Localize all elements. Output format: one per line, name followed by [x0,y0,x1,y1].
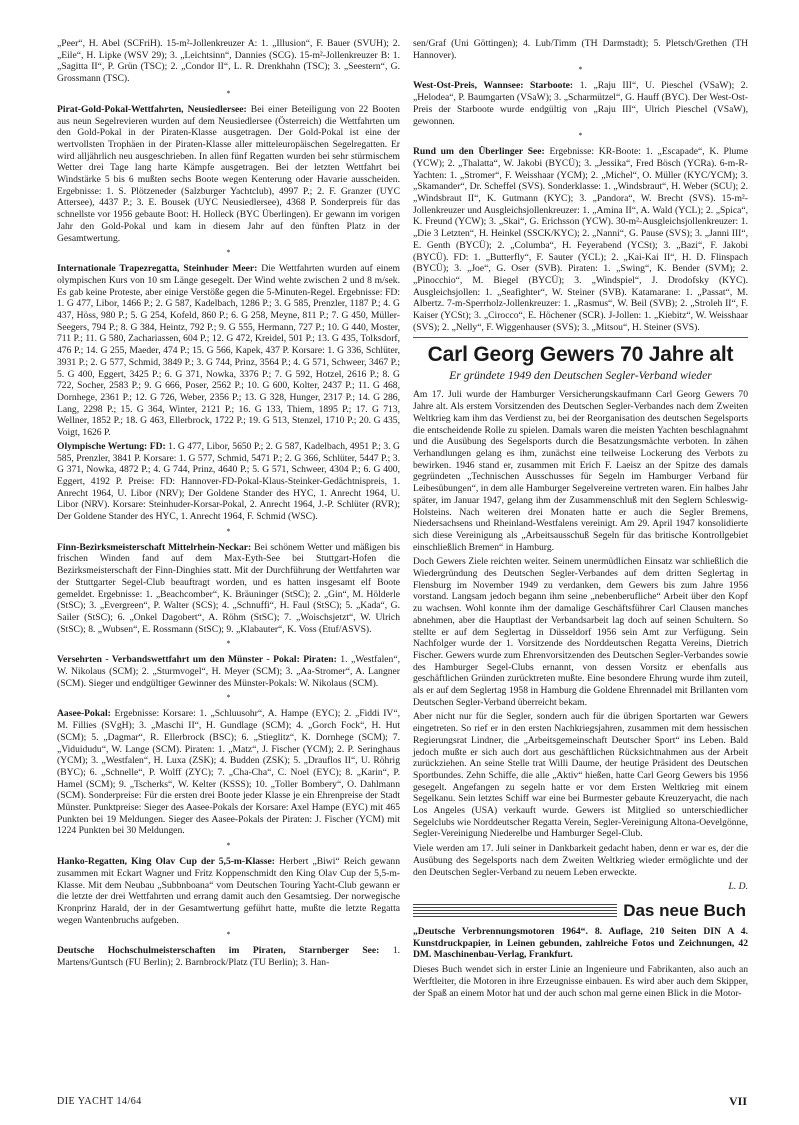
divider [413,337,748,338]
book-section-title: Das neue Buch [617,901,748,921]
separator-star: * [578,65,583,75]
left-column [57,38,400,971]
regatta-result: Finn-Bezirksmeisterschaft Mittelrhein-Neckar: Bei schönem Wetter und mäßigen bis frischen Winden fand auf dem Max-Eyth-See bei Stuttgart-Hofen die Bezirksmeisterschaft der Finn-Dinghies statt. Mit der Durchführung der Wettfahrten war der Stuttgarter Segel-Club beauftragt worden, und es hatten insgesamt elf Boote gemeldet. Ergebnisse: 1. „Beachcomber“, K. Bräuninger (StSC); 2. „Gin“, M. Hölderle (StSC); 3. „Evergreen“, P. Walter (SCS); 4. „Schnuffi“, H. Faul (StSC); 5. „Kada“, G. Sailer (StSC); 6. „Onkel Dagobert“, A. Röhm (StSC); 7. „Woischsjetzt“, W. Ulrich (StSC); 8. „Wubsen“, E. Rossmann (StSC); 9. „Klabauter“, K. Voss (Etuf/ASVS). [57,541,400,635]
separator-star: * [226,88,231,98]
separator-star: * [226,639,231,649]
regatta-result: „Peer“, H. Abel (SCFriH). 15-m²-Jollenkreuzer A: 1. „Illusion“, F. Bauer (SVUH); 2. „Eile“, H. Lipke (WSV 29); 3. „Leichtsinn“, Dannies (SCG). 15-m²-Jollenkreuzer B: 1. „Sagitta II“, P. Grün (TSC); 2. „Condor II“, L. R. Drenkhahn (TSC); 3. „Seestern“, G. Grossmann (TSC). [57,38,400,85]
article-paragraph: Doch Gewers Ziele reichten weiter. Seinem unermüdlichen Einsatz war schließlich die Wiedergründung des Deutschen Segler-Verbandes auf dem dritten Seglertag in Flensburg im November 1949 zu verdanken, dem Gewers bis zum Jahre 1956 vorstand. Langsam jedoch begann ihm seine „nebenberufliche“ Arbeit über den Kopf zu wachsen. Wohl konnte ihm der damalige Geschäftsführer Carl Clausen manches abnehmen, aber die Hauptlast der Verbandsarbeit lag doch auf seinen Schultern. So stellte er auf dem Seglertag in Düsseldorf 1956 sein Amt zur Verfügung. Sein Nachfolger wurde der 1. Vorsitzende des Norddeutschen Regatta Vereins, Dietrich Fischer. Gewers wurde zum Ehrenvorsitzenden des Deutschen Segler-Verbandes sowie des Hamburger Segel-Clubs ernannt, von dessen Vorsitz er ebenfalls aus geschäftlichen Gründen zurücktreten mußte. Eine besondere Ehrung wurde ihm zuteil, als er auf dem Seglertag 1958 in Hamburg die Goldene Ehrennadel mit Brillanten vom Deutschen Segler-Verband überreicht bekam. [413,556,748,708]
article-paragraph: Aber nicht nur für die Segler, sondern auch für die übrigen Sportarten war Gewers eingetreten. So rief er in den ersten Nachkriegsjahren, zusammen mit dem hessischen Regierungsrat Lindner, die „Arbeitsgemeinschaft Deutscher Sport“ ins Leben. Bald jedoch mußte er sich auch dort aus geschäftlichen Rücksichtnahmen aus der Arbeit zurückziehen. An seine Stelle trat Willi Daume, der heutige Präsident des Deutschen Sportbundes. Zehn Schiffe, die alle „Aktiv“ hießen, hatte Carl Georg Gewers bis 1956 gesegelt. Angefangen zu segeln hatte er vor dem Ersten Weltkrieg mit einem Segelkanu. Sein letztes Schiff war eine bei Burmester gebaute Kreuzeryacht, die nach Los Angeles (USA) verkauft wurde. Gewers ist Mitglied so unterschiedlicher Segelclubs wie Norddeutscher Regatta Verein, Segler-Vereinigung Altona-Oevelgönne, Segler-Vereinigung Niederelbe und Hamburger Segel-Club. [413,711,748,840]
gewers-article [413,342,748,893]
book-text: Dieses Buch wendet sich in erster Linie an Ingenieure und Fabrikanten, also auch an Werftleiter, die Motoren in ihre Erzeugnisse einbauen. Es wird aber auch dem Skipper, der Spaß an einem Motor hat und der auch schon mal gerne einen Blick in die Motor- [413,964,748,999]
regatta-result: Olympische Wertung: FD: 1. G 477, Libor, 5650 P.; 2. G 587, Kadelbach, 4951 P.; 3. G 585, Prenzler, 3841 P. Korsare: 1. G 577, Schmid, 5471 P.; 2. G 366, Schlüter, 5447 P.; 3. G 371, Nowka, 4872 P.; 4. G 744, Prinz, 4640 P.; 5. G 571, Schweer, 4304 P.; 6. G 400, Eggert, 4192 P. Preise: FD: Hannover-FD-Pokal-Klaus-Steinker-Gedächtnispreis, 1. Anrecht 1964, U. Libor (NRV); Der Goldene Stander des HYC, 1. Anrecht 1964, U. Libor (NRV). Korsare: Steinhuder-Korsar-Pokal, 2. Anrecht 1964, J.-P. Schlüter (RVR); Der Goldene Stander des HYC, 1. Anrecht 1964, F. Schmid (WSC). [57,440,400,523]
separator-star: * [226,930,231,940]
separator-star: * [226,841,231,851]
article-author: L. D. [728,881,748,893]
book-section-heading [413,901,748,921]
regatta-result: Internationale Trapezregatta, Steinhuder Meer: Die Wettfahrten wurden auf einem olympischen Kurs von 10 sm Länge gesegelt. Der Wind wehte zwischen 2 und 8 m/sek. Es gab keine Proteste, aber einige Verstöße gegen die 5-Minuten-Regel. Ergebnisse: FD: 1. G 477, Libor, 1466 P.; 2. G 587, Kadelbach, 1286 P.; 3. G 585, Prenzler, 1187 P.; 4. G 437, Höss, 980 P.; 5. G 254, Kofeld, 860 P.; 6. G 258, Meyne, 811 P.; 7. G 450, Müller-Seegers, 794 P.; 8. G 384, Heintz, 792 P.; 9. G 555, Hermann, 727 P.; 10. G 440, Moster, 711 P.; 11. G 580, Zachariassen, 604 P.; 12. G 472, Kreidel, 501 P.; 13. G 435, Tolksdorf, 476 P.; 14. G 255, Maeder, 474 P.; 15. G 566, Kapek, 437 P. Korsare: 1. G 336, Schlüter, 3931 P.; 2. G 577, Schmid, 3849 P.; 3. G 744, Prinz, 3564 P.; 4. G 571, Schweer, 3467 P.; 5. G 400, Eggert, 3425 P.; 6. G 371, Nowka, 3376 P.; 7. G 592, Hotzel, 2616 P.; 8. G 722, Socher, 2583 P.; 9. G 666, Poser, 2562 P.; 10. G 600, Kolter, 2437 P.; 11. G 468, Dornhege, 2361 P.; 12. G 726, Weber, 2356 P.; 13. G 328, Hunger, 2317 P.; 14. G 286, Lang, 2298 P.; 15. G 364, Winter, 2121 P.; 16. G 133, Thiem, 1895 P.; 17. G 713, Wellner, 1852 P.; 18. G 463, Ellerbrock, 1722 P.; 19. G 513, Stenzel, 1710 P.; 20. G 435, Voigt, 1626 P. [57,263,400,439]
separator-star: * [226,248,231,258]
footer-magazine-issue: DIE YACHT 14/64 [57,1096,142,1107]
separator-star: * [226,526,231,536]
regatta-result: Deutsche Hochschulmeisterschaften im Piraten, Starnberger See: 1. Martens/Guntsch (FU Berlin); 2. Barnbrock/Platz (TU Berlin); 3. Han- [57,945,401,969]
book-review [413,926,748,999]
regatta-result: West-Ost-Preis, Wannsee: Starboote: 1. „Raju III“, U. Pieschel (VSaW); 2. „Helodea“, P. Baumgarten (VSaW); 3. „Scharmützel“, G. Hauff (BYC). Der West-Ost-Preis der Starboote wurde endgültig von „Raju III“, Ulrich Pieschel (VSaW), gewonnen. [413,80,748,127]
regatta-result: sen/Graf (Uni Göttingen); 4. Lub/Timm (TH Darmstadt); 5. Pletsch/Grethen (TH Hannover). [413,38,748,61]
book-reference: „Deutsche Verbrennungsmotoren 1964“. 8. Auflage, 210 Seiten DIN A 4. Kunstdruckpapier, in Leinen gebunden, zahlreiche Fotos und Zeichnungen, 42 DM. Maschinenbau-Verlag, Frankfurt. [413,926,748,961]
article-paragraph: Am 17. Juli wurde der Hamburger Versicherungskaufmann Carl Georg Gewers 70 Jahre alt. Als erstem Vorsitzenden des Deutschen Segler-Verbandes nach dem Zweiten Weltkrieg kam ihm das Verdienst zu, bei der Reorganisation des deutschen Segelsports die entscheidende Rolle zu spielen. Damals waren die meisten Yachten beschlagnahmt und die Ausübung des Segelsports durch die Besatzungsmächte verboten. In zähen Verhandlungen gelang es ihm, zunächst eine teilweise Lockerung des Verbots zu bewirken. 1946 stand er, zusammen mit Erich F. Laeisz an der Spitze des damals gegründeten „Technischen Ausschusses für Segeln im Hamburger Verband für Leibesübungen“, in dem alle Hamburger Segelvereine vertreten waren. Ein halbes Jahr später, im Januar 1947, gelang ihm der Zusammenschluß mit den Seglern Schleswig-Holsteins. Nach weiteren drei Monaten hatte er auch die Segler Bremens, Niedersachsens und Rheinland-Westfalens vereinigt. Am 29. April 1947 konsolidierte sich diese Vereinigung als „Arbeitsausschuß Segeln für das britische Kontrollgebiet einschließlich Bremen“ in Hamburg. [413,389,748,553]
regatta-result: Rund um den Überlinger See: Ergebnisse: KR-Boote: 1. „Escapade“, K. Plume (YCW); 2. „Thalatta“, W. Jakobi (BYCÜ); 3. „Jessika“, Fred Bösch (YCRa). 6-m-R-Yachten: 1. „Stromer“, F. Weisshaar (YCM); 2. „Michel“, O. Müller (KYC/YCM); 3. „Skamander“, Dr. Scheffel (SVS). Sonderklasse: 1. „Windsbraut“, H. Weber (SCU); 2. „Windsbraut II“, K. Gutmann (KYC); 3. „Pandora“, W. Brecht (SVS). 15-m²-Jollenkreuzer und Ausgleichsjollenkreuzer: 1. „Amina II“, A. Wald (YCL); 2. „Spica“, K. Freund (YCW); 3. „Skai“, G. Erichsson (YCW). 30-m²-Ausgleichsjollenkreuzer: 1. „Die 3 Letzten“, H. Heinkel (SSCK/KYC); 2. „Nanni“, G. Pause (SVS); 3. „Janni III“, E. Genth (BYCÜ); 2. „Columba“, H. Feyerabend (YCSt); 3. „Bazi“, F. Jakobi (BYCÜ). FD: 1. „Butterfly“, F. Sauter (YCL); 2. „Kai-Kai II“, H. D. Flinspach (BYCÜ); 3. „Joe“, G. Oser (SVB). Piraten: 1. „Swing“, K. Bender (SVM); 2. „Pinocchio“, M. Biegel (BYCÜ); 3. „Windspiel“, J. Drodofsky (KYC). Ausgleichsjollen: 1. „Seafighter“, W. Steiner (SVB). Katamarane: 1. „Passat“, M. Albertz. 7-m-Sperrholz-Jollenkreuzer: 1. „Rasmus“, W. Beil (SVB); 2. „Stroleh II“, F. Kaiser (YCSt); 3. „Cirocco“, E. Höchener (SCR). J-Jollen: 1. „Kiebitz“, W. Weisshaar (SVS); 2. „Nelly“, F. Wiggenhauser (SVS); 3. „Mitsou“, H. Steiner (SVS). [413,146,748,333]
footer-page-number: VII [729,1094,748,1108]
separator-star: * [226,693,231,703]
regatta-result: Aasee-Pokal: Ergebnisse: Korsare: 1. „Schluusohr“, A. Hampe (EYC); 2. „Fiddi IV“, M. Fillies (SVgH); 3. „Maschi II“, H. Gundlage (SCM); 4. „Gorch Fock“, H. Hut (SCM); 5. „Dagmar“, R. Ellerbrock (BSC); 6. „Stieglitz“, K. Dornhege (SCM); 7. „Viduidudu“, W. Lange (SCM). Piraten: 1. „Matz“, J. Fischer (YCM); 2. P. Seringhaus (YCM); 3. „Westfalen“, H. Luxa (ZSK); 4. Budden (ZSK); 5. „Drauflos II“, U. Röhrig (BYC); 6. „Schnelle“, P. Wolff (ZYC); 7. „Cha-Cha“, C. Noel (EYC); 8. „Karin“, P. Hamel (SCM); 9. „Tscherks“, W. Kelter (KSSS); 10. „Toller Bombery“, O. Dahlmann (SCM). Sonderpreise: Für die ersten drei Boote jeder Klasse je ein Ehrenpreise der Stadt Münster. Punktpreise: Sieger des Aasee-Pokals der Korsare: Axel Hampe (EYC) mit 465 Punkten bei 19 Meldungen. Sieger des Aasee-Pokals der Piraten: J. Fischer (YCM) mit 1224 Punkten bei 30 Meldungen. [57,708,400,837]
article-subtitle: Er gründete 1949 den Deutschen Segler-Verband wieder [449,369,712,383]
article-title: Carl Georg Gewers 70 Jahre alt [427,343,734,367]
regatta-result: Pirat-Gold-Pokal-Wettfahrten, Neusiedlersee: Bei einer Beteiligung von 22 Booten aus neun Segelrevieren wurden auf dem Neusiedlersee (Österreich) die Wettfahrten um den Gold-Pokal in der Piraten-Klasse ausgetragen. Der Gold-Pokal ist eine der wertvollsten Trophäen in der Piraten-Klasse aller mitteleuropäischen Segelregatten. Er wird alljährlich neu ausgeschrieben. In allen fünf Regatten wurden bei sehr stürmischem Wetter drei Tage lang harte Kämpfe ausgetragen. Bei der letzten Wettfahrt bei Windstärke 5 bis 6 mußten sechs Boote wegen Kenterung oder Havarie ausscheiden. Ergebnisse: 1. S. Plötzeneder (Salzburger Yachtclub), 4997 P.; 2. F. Granzer (UYC Attersee), 4437 P.; 3. E. Bousek (UYC Neusiedlersee), 4368 P. Sonderpreis für das schnellste vor 1956 gebaute Boot: H. Holleck (BYC Überlingen). Er gewann im vorigen Jahr den Gold-Pokal und kam in diesem Jahr auf den fünften Platz in der Gesamtwertung. [57,103,400,244]
regatta-result: Hanko-Regatten, King Olav Cup der 5,5-m-Klasse: Herbert „Biwi“ Reich gewann zusammen mit Eckart Wagner und Fritz Koppenschmidt den King Olav Cup der 5,5-m-Klasse. Mit dem Neubau „Subbnboana“ vom Deutschen Touring Yacht-Club gewann er die letzte der drei Wettfahrten und errang damit auch den Gesamtsieg. Der norwegische Kronprinz Harald, der in der Gesamtwertung geführt hatte, mußte die letzte Regatta wegen Wantenbruchs aufgeben. [57,856,400,926]
regatta-result: Versehrten - Verbandswettfahrt um den Münster - Pokal: Piraten: 1. „Westfalen“, W. Nikolaus (SCM); 2. „Sturmvogel“, H. Meyer (SCM); 3. „Aa-Stromer“, A. Langner (SCM). Sieger und endgültiger Gewinner des Münster-Pokals: W. Nikolaus (SCM). [57,654,400,689]
right-column [413,38,748,1001]
separator-star: * [578,131,583,141]
article-paragraph: Viele werden am 17. Juli seiner in Dankbarkeit gedacht haben, denn er war es, der die Ausübung des Segelsports nach dem Zweiten Weltkrieg wieder ermöglichte und der den Deutschen Segler-Verband zu neuem Leben erweckte. [413,843,748,878]
